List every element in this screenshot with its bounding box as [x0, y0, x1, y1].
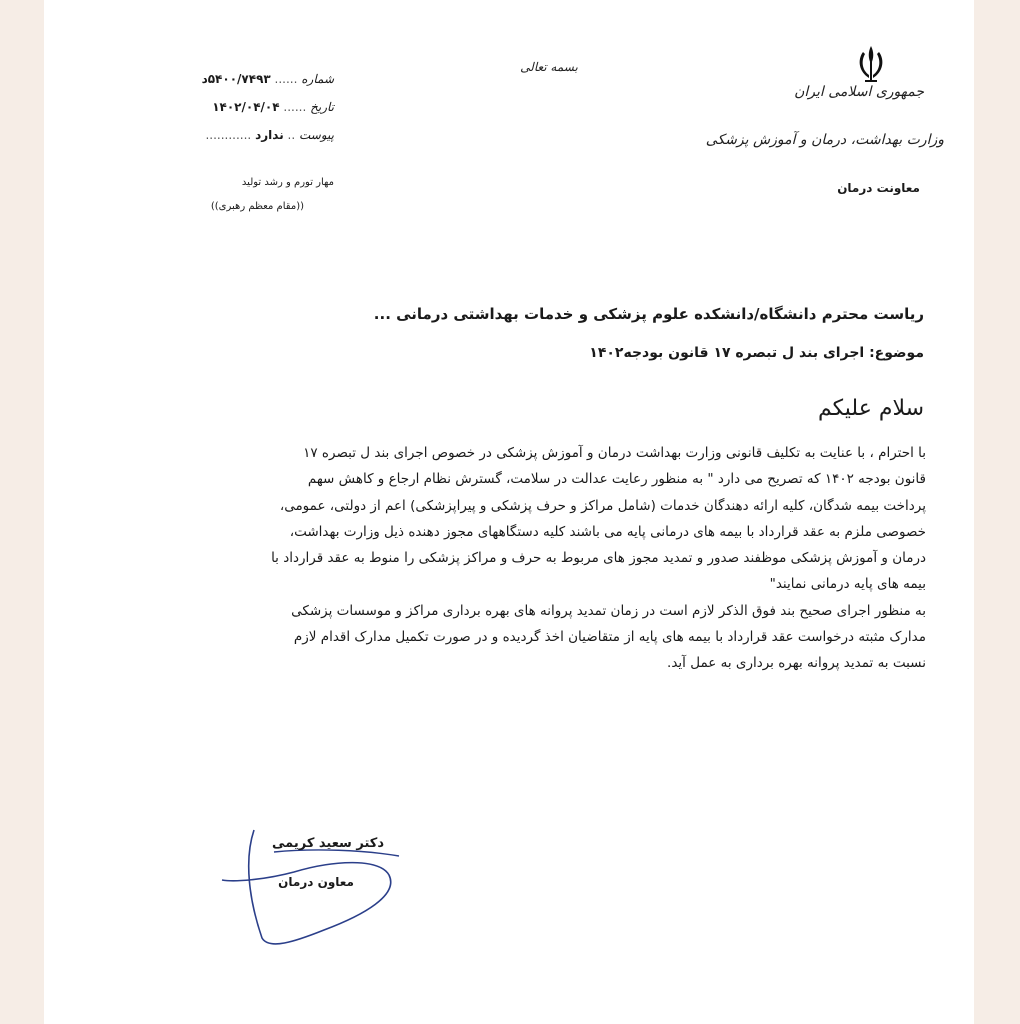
- letter-attachment-row: پیوست .. ندارد ............: [205, 128, 334, 142]
- attachment-label: پیوست: [299, 128, 334, 142]
- number-value: ۵۴۰۰/۷۴۹۳د: [201, 72, 271, 86]
- body-line: نسبت به تمدید پروانه بهره برداری به عمل آید.: [667, 655, 926, 672]
- body-line: قانون بودجه ۱۴۰۲ که تصریح می دارد " به منظور رعایت عدالت در سلامت، گسترش نظام ارجاع و کاهش سهم: [307, 471, 926, 488]
- body-line: خصوصی ملزم به عقد قرارداد با بیمه های درمانی پایه می باشند کلیه دستگاههای مجوز دهنده ذیل وزارت بهداشت،: [289, 523, 926, 540]
- attachment-value: ندارد: [255, 128, 284, 142]
- signatory-title: معاون درمان: [278, 875, 354, 889]
- greeting: سلام علیکم: [817, 396, 924, 421]
- letter-page: [44, 0, 974, 1024]
- department-name: معاونت درمان: [837, 181, 920, 195]
- bismillah: بسمه تعالی: [520, 60, 578, 74]
- subject-text: اجرای بند ل تبصره ۱۷ قانون بودجه۱۴۰۲: [589, 345, 870, 361]
- date-value: ۱۴۰۲/۰۴/۰۴: [212, 100, 280, 114]
- signatory-name: دکتر سعید کریمی: [271, 836, 384, 851]
- body-line: بیمه های پایه درمانی نمایند": [769, 576, 926, 593]
- subject-label: موضوع:: [869, 345, 924, 361]
- letter-body: [194, 440, 926, 677]
- body-line: مدارک مثبته درخواست عقد قرارداد با بیمه های پایه از متقاضیان اخذ گردیده و در صورت تکمیل مدارک اقدام لازم: [293, 629, 926, 646]
- date-label: تاریخ: [310, 100, 334, 114]
- ministry-name-line: وزارت بهداشت، درمان و آموزش پزشکی: [705, 132, 944, 148]
- letter-number-row: شماره ...... ۵۴۰۰/۷۴۹۳د: [201, 72, 334, 86]
- year-motto: مهار تورم و رشد تولید: [241, 177, 334, 188]
- body-line: به منظور اجرای صحیح بند فوق الذکر لازم است در زمان تمدید پروانه های بهره برداری مراکز و موسسات پزشکی: [291, 602, 926, 619]
- addressee: ریاست محترم دانشگاه/دانشکده علوم پزشکی و خدمات بهداشتی درمانی ...: [373, 305, 924, 323]
- year-motto-source: ((مقام معظم رهبری)): [210, 201, 304, 212]
- letter-date-row: تاریخ ...... ۱۴۰۲/۰۴/۰۴: [212, 100, 334, 114]
- iran-emblem-icon: [849, 42, 893, 86]
- body-line: با احترام ، با عنایت به تکلیف قانونی وزارت بهداشت درمان و آموزش پزشکی در خصوص اجرای بند ل تبصره ۱۷: [303, 445, 926, 461]
- number-label: شماره: [301, 72, 334, 86]
- subject-line: [504, 345, 924, 361]
- body-line: پرداخت بیمه شدگان، کلیه ارائه دهندگان خدمات (شامل مراکز و حرف پزشکی و پیراپزشکی) اعم از دولتی، عمومی،: [279, 497, 926, 514]
- body-line: درمان و آموزش پزشکی موظفند صدور و تمدید مجوز های مربوط به حرف و مراکز پزشکی را منوط به عقد قرارداد با: [271, 550, 926, 567]
- ministry-country-line: جمهوری اسلامی ایران: [794, 84, 924, 100]
